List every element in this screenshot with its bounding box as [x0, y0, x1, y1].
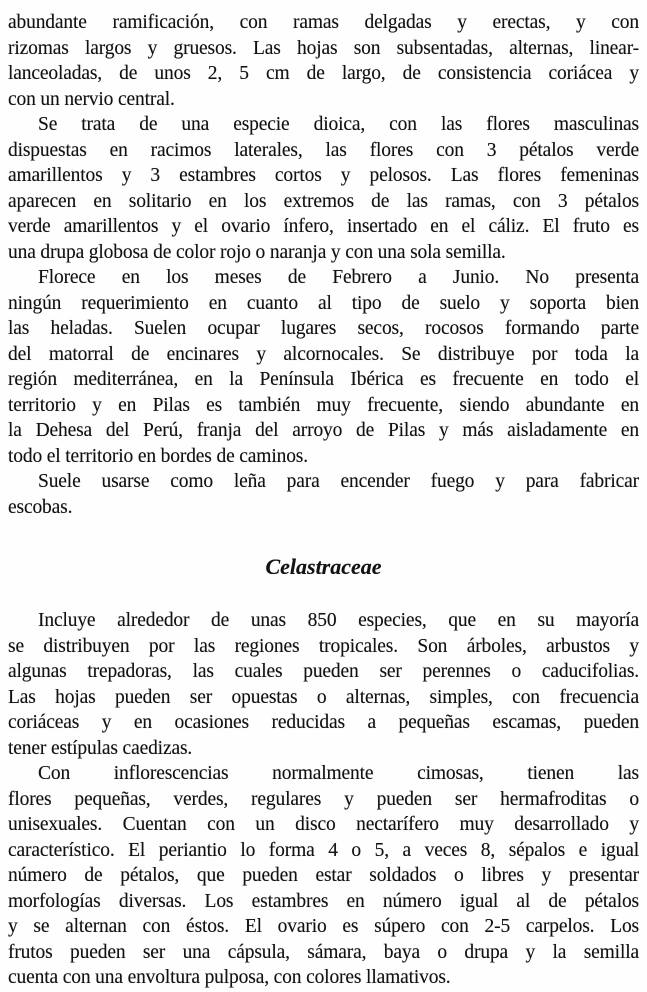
text-line: todo el territorio en bordes de caminos.	[8, 445, 308, 467]
text-line: aparecen en solitario en los extremos de las ramas, con 3 pétalos	[8, 190, 639, 212]
paragraph	[8, 608, 639, 761]
text-line: tener estípulas caedizas.	[8, 737, 193, 759]
text-line: Con inflorescencias normalmente cimosas, tienen las	[38, 763, 639, 784]
text-line: morfologías diversas. Los estambres en número igual al de pétalos	[8, 890, 639, 912]
text-line: unisexuales. Cuentan con un disco nectarífero muy desarrollado y	[8, 814, 639, 835]
text-line: amarillentos y 3 estambres cortos y pelosos. Las flores femeninas	[8, 165, 639, 186]
text-line: Se trata de una especie dioica, con las flores masculinas	[38, 114, 639, 135]
section-heading: Celastraceae	[265, 554, 382, 579]
text-line: ningún requerimiento en cuanto al tipo de suelo y soporta bien	[8, 292, 639, 314]
text-line: flores pequeñas, verdes, regulares y pueden ser hermafroditas o	[8, 788, 639, 810]
text-line: una drupa globosa de color rojo o naranja y con una sola semilla.	[8, 241, 506, 263]
text-line: escobas.	[8, 496, 73, 518]
paragraph	[8, 469, 639, 520]
text-line: cuenta con una envoltura pulposa, con colores llamativos.	[8, 967, 451, 988]
text-line: lanceoladas, de unos 2, 5 cm de largo, de consistencia coriácea y	[8, 63, 639, 84]
text-line: y se alternan con éstos. El ovario es súpero con 2-5 carpelos. Los	[8, 916, 639, 937]
text-line: dispuestas en racimos laterales, las flores con 3 pétalos verde	[8, 139, 639, 161]
text-line: verde amarillentos y el ovario ínfero, insertado en el cáliz. El fruto es	[8, 216, 639, 237]
text-line: algunas trepadoras, las cuales pueden ser perennes o caducifolias.	[8, 661, 639, 682]
text-line: se distribuyen por las regiones tropicales. Son árboles, arbustos y	[8, 635, 639, 657]
text-line: del matorral de encinares y alcornocales. Se distribuye por toda la	[8, 343, 639, 365]
text-line: coriáceas y en ocasiones reducidas a pequeñas escamas, pueden	[8, 712, 639, 733]
text-line: Incluye alrededor de unas 850 especies, que en su mayoría	[38, 610, 639, 631]
paragraph	[8, 10, 639, 112]
paragraph	[8, 761, 639, 991]
text-line: característico. El periantio lo forma 4 o 5, a veces 8, sépalos e igual	[8, 839, 639, 861]
text-line: frutos pueden ser una cápsula, sámara, baya o drupa y la semilla	[8, 941, 639, 963]
text-line: Florece en los meses de Febrero a Junio. No presenta	[38, 267, 639, 288]
text-line: región mediterránea, en la Península Ibérica es frecuente en todo el	[8, 369, 639, 390]
text-line: número de pétalos, que pueden estar soldados o libres y presentar	[8, 865, 639, 886]
document-content	[8, 10, 639, 991]
text-line: Suele usarse como leña para encender fuego y para fabricar	[38, 471, 639, 492]
paragraph	[8, 112, 639, 265]
text-line: con un nervio central.	[8, 88, 175, 110]
text-line: rizomas largos y gruesos. Las hojas son subsentadas, alternas, linear-	[8, 37, 639, 59]
text-line: la Dehesa del Perú, franja del arroyo de Pilas y más aisladamente en	[8, 420, 639, 441]
text-line: Las hojas pueden ser opuestas o alternas, simples, con frecuencia	[8, 686, 639, 708]
paragraph	[8, 265, 639, 469]
text-line: abundante ramificación, con ramas delgadas y erectas, y con	[8, 12, 639, 33]
text-line: territorio y en Pilas es también muy frecuente, siendo abundante en	[8, 394, 639, 416]
text-line: las heladas. Suelen ocupar lugares secos, rocosos formando parte	[8, 318, 639, 339]
